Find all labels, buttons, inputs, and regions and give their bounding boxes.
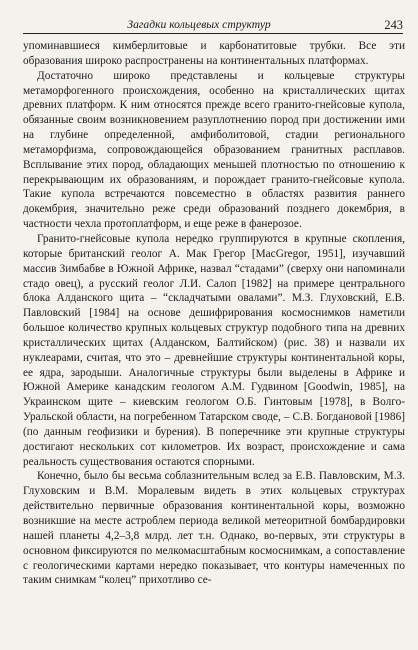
body-text xyxy=(23,39,405,588)
paragraph-primary-crust: Конечно, было бы весьма соблазнительным вслед за Е.В. Павловским, М.З. Глуховским и В.М. Моралевым видеть в этих кольцевых структурах действительно первичные образования континентальной коры, возможно возникшие на месте астроблем периода великой метеоритной бомбардировки нашей планеты 4,2–3,8 млрд. лет т.н. Однако, во-первых, эти структуры в основном фиксируются по мелкомасштабным космоснимкам, а сопоставление с геологическими картами нередко показывает, что контуры намеченных по таким снимкам “колец” прихотливо се- xyxy=(23,470,405,587)
page-number: 243 xyxy=(384,18,403,32)
running-title: Загадки кольцевых структур xyxy=(127,18,271,31)
paragraph-metamorphic-structures: Достаточно широко представлены и кольцевые структуры метаморфогенного происхождения, особенно на кристаллических щитах древних платформ. К ним относятся прежде всего гранито-гнейсовые купола, обязанные своим возникновением разуплотнению пород при достижении ими на глубине определенной, амфиболитовой, стадии регионального метаморфизма, сопровождающейся образованием гранитных расплавов. Всплывание этих пород, обладающих меньшей плотностью по отношению к перекрывающим их образованиям, и порождает гранито-гнейсовые купола. Такие купола встречаются повсеместно в областях развития раннего докембрия, значительно реже среди образований позднего докембрия, в частности чехла протоплатформ, и еще реже в фанерозое. xyxy=(23,69,405,231)
running-head xyxy=(23,18,403,34)
paragraph-continuation: упоминавшиеся кимберлитовые и карбонатитовые трубки. Все эти образования широко распространены на континентальных платформах. xyxy=(23,40,405,67)
paragraph-granite-gneiss-domes: Гранито-гнейсовые купола нередко группируются в крупные скопления, которые британский геолог А. Мак Грегор [MacGregor, 1951], изучавший массив Зимбабве в Южной Африке, назвал “стадами” (сверху они напоминали стадо овец), а русский геолог Л.И. Салоп [1982] на примере центрального блока Алданского щита – “складчатыми овалами”. М.З. Глуховский, Е.В. Павловский [1984] на основе дешифрирования космоснимков наметили большое количество крупных кольцевых структур подобного типа на древних кристаллических щитах (Алданском, Балтийском) (рис. 38) и назвали их нуклеарами, считая, что это – древнейшие структуры континентальной коры, ее ядра, зародыши. Аналогичные структуры были выделены в Африке и Южной Америке канадским геологом А.М. Гудвином [Goodwin, 1985], на Украинском щите – киевским геологом О.Б. Гинтовым [1978], в Волго-Уральской области, на погребенном Татарском своде, – С.В. Богдановой [1986] (по данным геофизики и бурения). В поперечнике эти крупные структуры достигают нескольких сот километров. Их возраст, происхождение и сама реальность существования остаются спорными. xyxy=(23,232,405,468)
header-rule xyxy=(23,33,403,34)
